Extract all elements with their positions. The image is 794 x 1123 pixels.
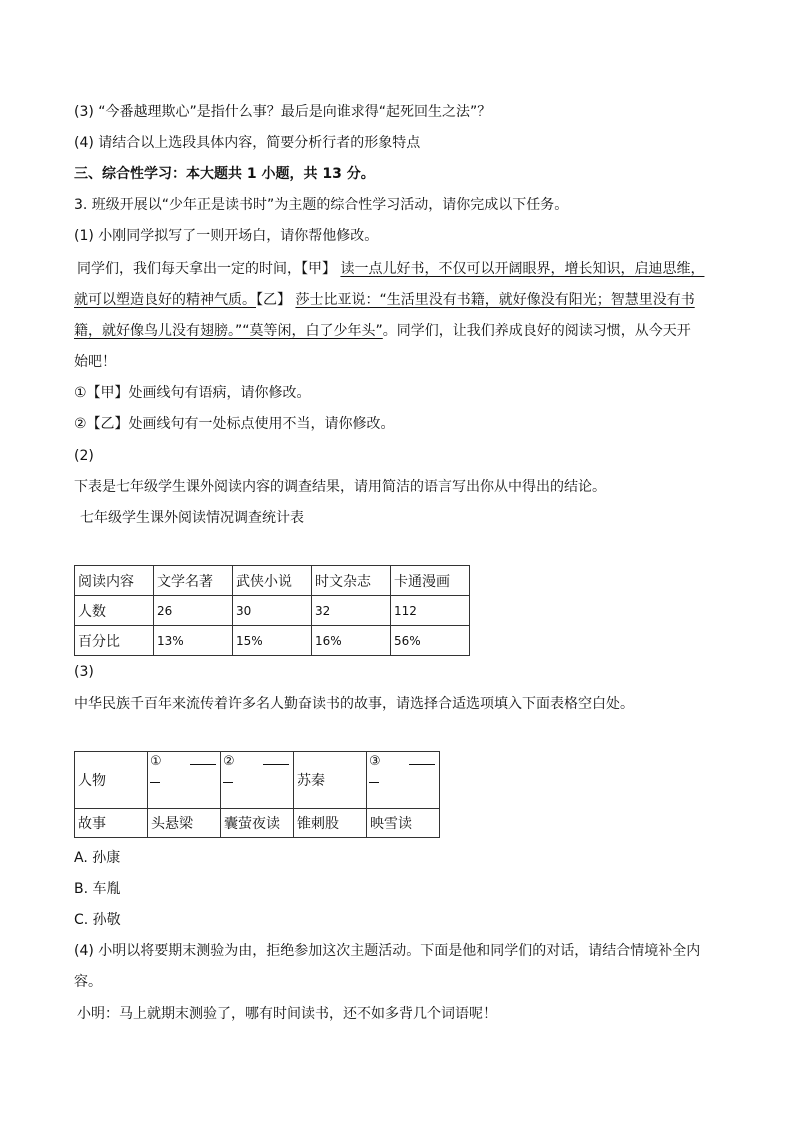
- table-cell: 26: [154, 596, 233, 626]
- table-cell: 30: [233, 596, 312, 626]
- table-header-cell: 时文杂志: [312, 566, 391, 596]
- subquestion-3-text: 中华民族千百年来流传着许多名人勤奋读书的故事，请选择合适选项填入下面表格空白处。: [74, 696, 634, 712]
- dialog-xiaoming: 小明：马上就期末测验了，哪有时间读书，还不如多背几个词语呢！: [77, 1006, 497, 1022]
- option-a: A. 孙康: [74, 850, 121, 866]
- para-marker-yi: 【乙】: [256, 292, 291, 308]
- table-cell: 15%: [233, 626, 312, 656]
- subquestion-2: (2): [74, 448, 94, 464]
- study-stories-table: [74, 751, 440, 838]
- table-row: [75, 566, 470, 596]
- table-cell: 映雪读: [367, 809, 440, 838]
- underlined-sentence-jia-end: 就可以塑造良好的精神气质。: [74, 292, 256, 308]
- table-cell: 头悬梁: [148, 809, 221, 838]
- table-cell: 百分比: [75, 626, 154, 656]
- table-cell: 人数: [75, 596, 154, 626]
- section-heading: 三、综合性学习：本大题共 1 小题，共 13 分。: [74, 166, 375, 182]
- table-header-cell: 阅读内容: [75, 566, 154, 596]
- subquestion-1: (1) 小刚同学拟写了一则开场白，请你帮他修改。: [74, 228, 379, 244]
- option-c: C. 孙敬: [74, 912, 121, 928]
- table-cell: 16%: [312, 626, 391, 656]
- table-cell: 锥刺股: [294, 809, 367, 838]
- blank-number: ②: [223, 754, 235, 769]
- table-1-title: 七年级学生课外阅读情况调查统计表: [80, 510, 304, 526]
- question-3-3: (3) “今番越理欺心”是指什么事？最后是向谁求得“起死回生之法”？: [74, 104, 492, 120]
- table-cell: 32: [312, 596, 391, 626]
- opening-paragraph-line-3: [74, 321, 724, 341]
- option-b: B. 车胤: [74, 881, 121, 897]
- blank-number: ①: [150, 754, 162, 769]
- table-cell: 13%: [154, 626, 233, 656]
- underlined-sentence-yi: 莎士比亚说：“生活里没有书籍，就好像没有阳光；智慧里没有书: [295, 292, 695, 308]
- table-cell: 112: [391, 596, 470, 626]
- question-3-4: (4) 请结合以上选段具体内容，简要分析行者的形象特点: [74, 135, 421, 151]
- underlined-sentence-jia: 读一点儿好书，不仅可以开阔眼界，增长知识，启迪思维，: [340, 261, 705, 277]
- table-cell: 囊萤夜读: [221, 809, 294, 838]
- blank-number: ③: [369, 754, 381, 769]
- reading-survey-table: [74, 565, 470, 656]
- opening-paragraph-line-2: [74, 290, 724, 310]
- table-cell: 故事: [75, 809, 148, 838]
- table-row: [75, 596, 470, 626]
- task-yi: ②【乙】处画线句有一处标点使用不当，请你修改。: [74, 416, 395, 432]
- table-row: [75, 626, 470, 656]
- answer-blank-1[interactable]: [148, 752, 221, 809]
- table-cell: 人物: [75, 752, 148, 809]
- table-cell: 56%: [391, 626, 470, 656]
- table-header-cell: 文学名著: [154, 566, 233, 596]
- answer-blank-3[interactable]: [367, 752, 440, 809]
- opening-paragraph-line-1: [77, 259, 727, 279]
- para-text: 。同学们，让我们养成良好的阅读习惯，从今天开: [382, 323, 691, 339]
- table-header-cell: 武侠小说: [233, 566, 312, 596]
- underlined-sentence-yi-end: 籍，就好像鸟儿没有翅膀。”“莫等闲，白了少年头”: [74, 323, 383, 339]
- answer-blank-2[interactable]: [221, 752, 294, 809]
- opening-paragraph-line-4: 始吧！: [74, 354, 116, 370]
- table-cell: 苏秦: [294, 752, 367, 809]
- question-3: 3. 班级开展以“少年正是读书时”为主题的综合性学习活动，请你完成以下任务。: [74, 197, 569, 213]
- subquestion-2-text: 下表是七年级学生课外阅读内容的调查结果，请用简洁的语言写出你从中得出的结论。: [74, 479, 606, 495]
- para-text: 同学们，我们每天拿出一定的时间，【甲】: [77, 261, 336, 277]
- table-header-cell: 卡通漫画: [391, 566, 470, 596]
- subquestion-4: (4) 小明以将要期末测验为由，拒绝参加这次主题活动。下面是他和同学们的对话，请结合情境补全内: [74, 943, 701, 959]
- subquestion-3: (3): [74, 664, 94, 680]
- task-jia: ①【甲】处画线句有语病，请你修改。: [74, 385, 311, 401]
- table-row: [75, 752, 440, 809]
- table-row: [75, 809, 440, 838]
- subquestion-4-cont: 容。: [74, 974, 102, 990]
